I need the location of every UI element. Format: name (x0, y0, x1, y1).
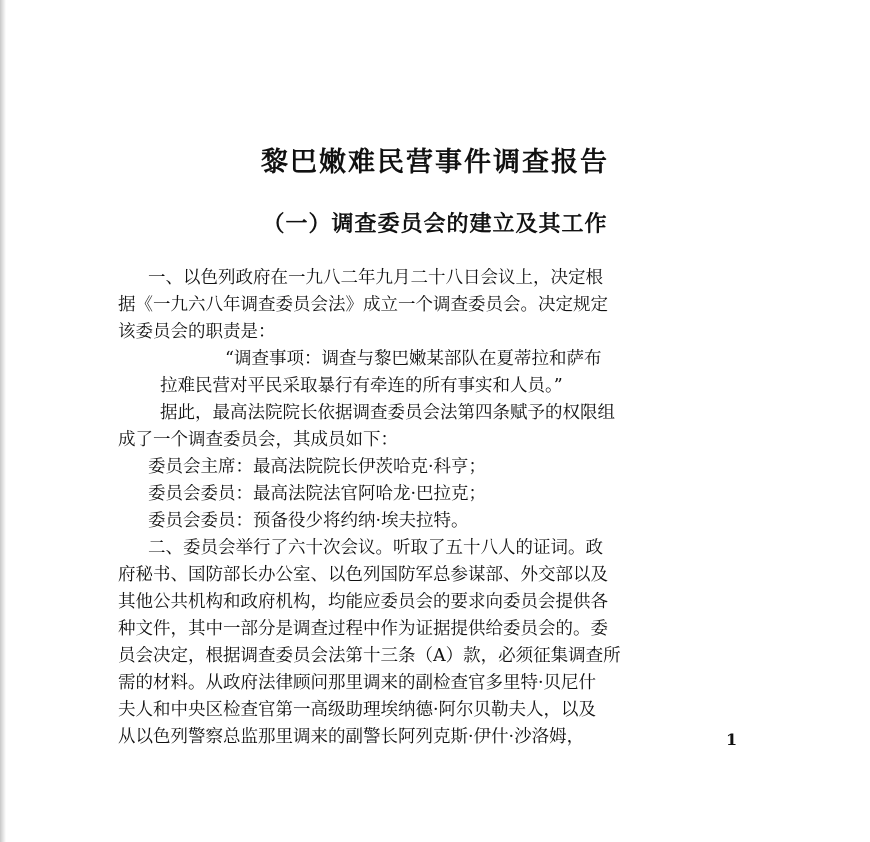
body-line: 种文件，其中一部分是调查过程中作为证据提供给委员会的。委 (118, 619, 608, 639)
section-heading: （一）调查委员会的建立及其工作 (262, 211, 608, 237)
body-line: 据《一九六八年调查委员会法》成立一个调查委员会。决定规定 (118, 295, 608, 315)
body-line: 二、委员会举行了六十次会议。听取了五十八人的证词。政 (148, 538, 603, 558)
body-line: 从以色列警察总监那里调来的副警长阿列克斯·伊什·沙洛姆， (118, 727, 585, 747)
scan-edge (0, 0, 6, 842)
body-line: 员会决定，根据调查委员会法第十三条（A）款，必须征集调查所 (118, 646, 621, 666)
page-number: 1 (726, 730, 738, 749)
quote-line: “调查事项：调查与黎巴嫩某部队在夏蒂拉和萨布 (225, 349, 602, 369)
body-line: 一、以色列政府在一九八二年九月二十八日会议上，决定根 (148, 268, 603, 288)
body-line: 府秘书、国防部长办公室、以色列国防军总参谋部、外交部以及 (118, 565, 608, 585)
body-line: 成了一个调查委员会，其成员如下： (118, 430, 398, 450)
body-line: 其他公共机构和政府机构，均能应委员会的要求向委员会提供各 (118, 592, 608, 612)
member-line: 委员会委员：预备役少将约纳·埃夫拉特。 (148, 511, 469, 531)
member-line: 委员会委员：最高法院法官阿哈龙·巴拉克； (148, 484, 487, 504)
member-line: 委员会主席：最高法院院长伊茨哈克·科亨； (148, 457, 487, 477)
body-line: 该委员会的职责是： (118, 322, 276, 342)
body-line: 夫人和中央区检查官第一高级助理埃纳德·阿尔贝勒夫人，以及 (118, 700, 597, 720)
body-line: 需的材料。从政府法律顾问那里调来的副检查官多里特·贝尼什 (118, 673, 597, 693)
quote-line: 拉难民营对平民采取暴行有牵连的所有事实和人员。” (160, 376, 563, 396)
body-line: 据此，最高法院院长依据调查委员会法第四条赋予的权限组 (160, 403, 615, 423)
document-title: 黎巴嫩难民营事件调查报告 (261, 147, 609, 178)
